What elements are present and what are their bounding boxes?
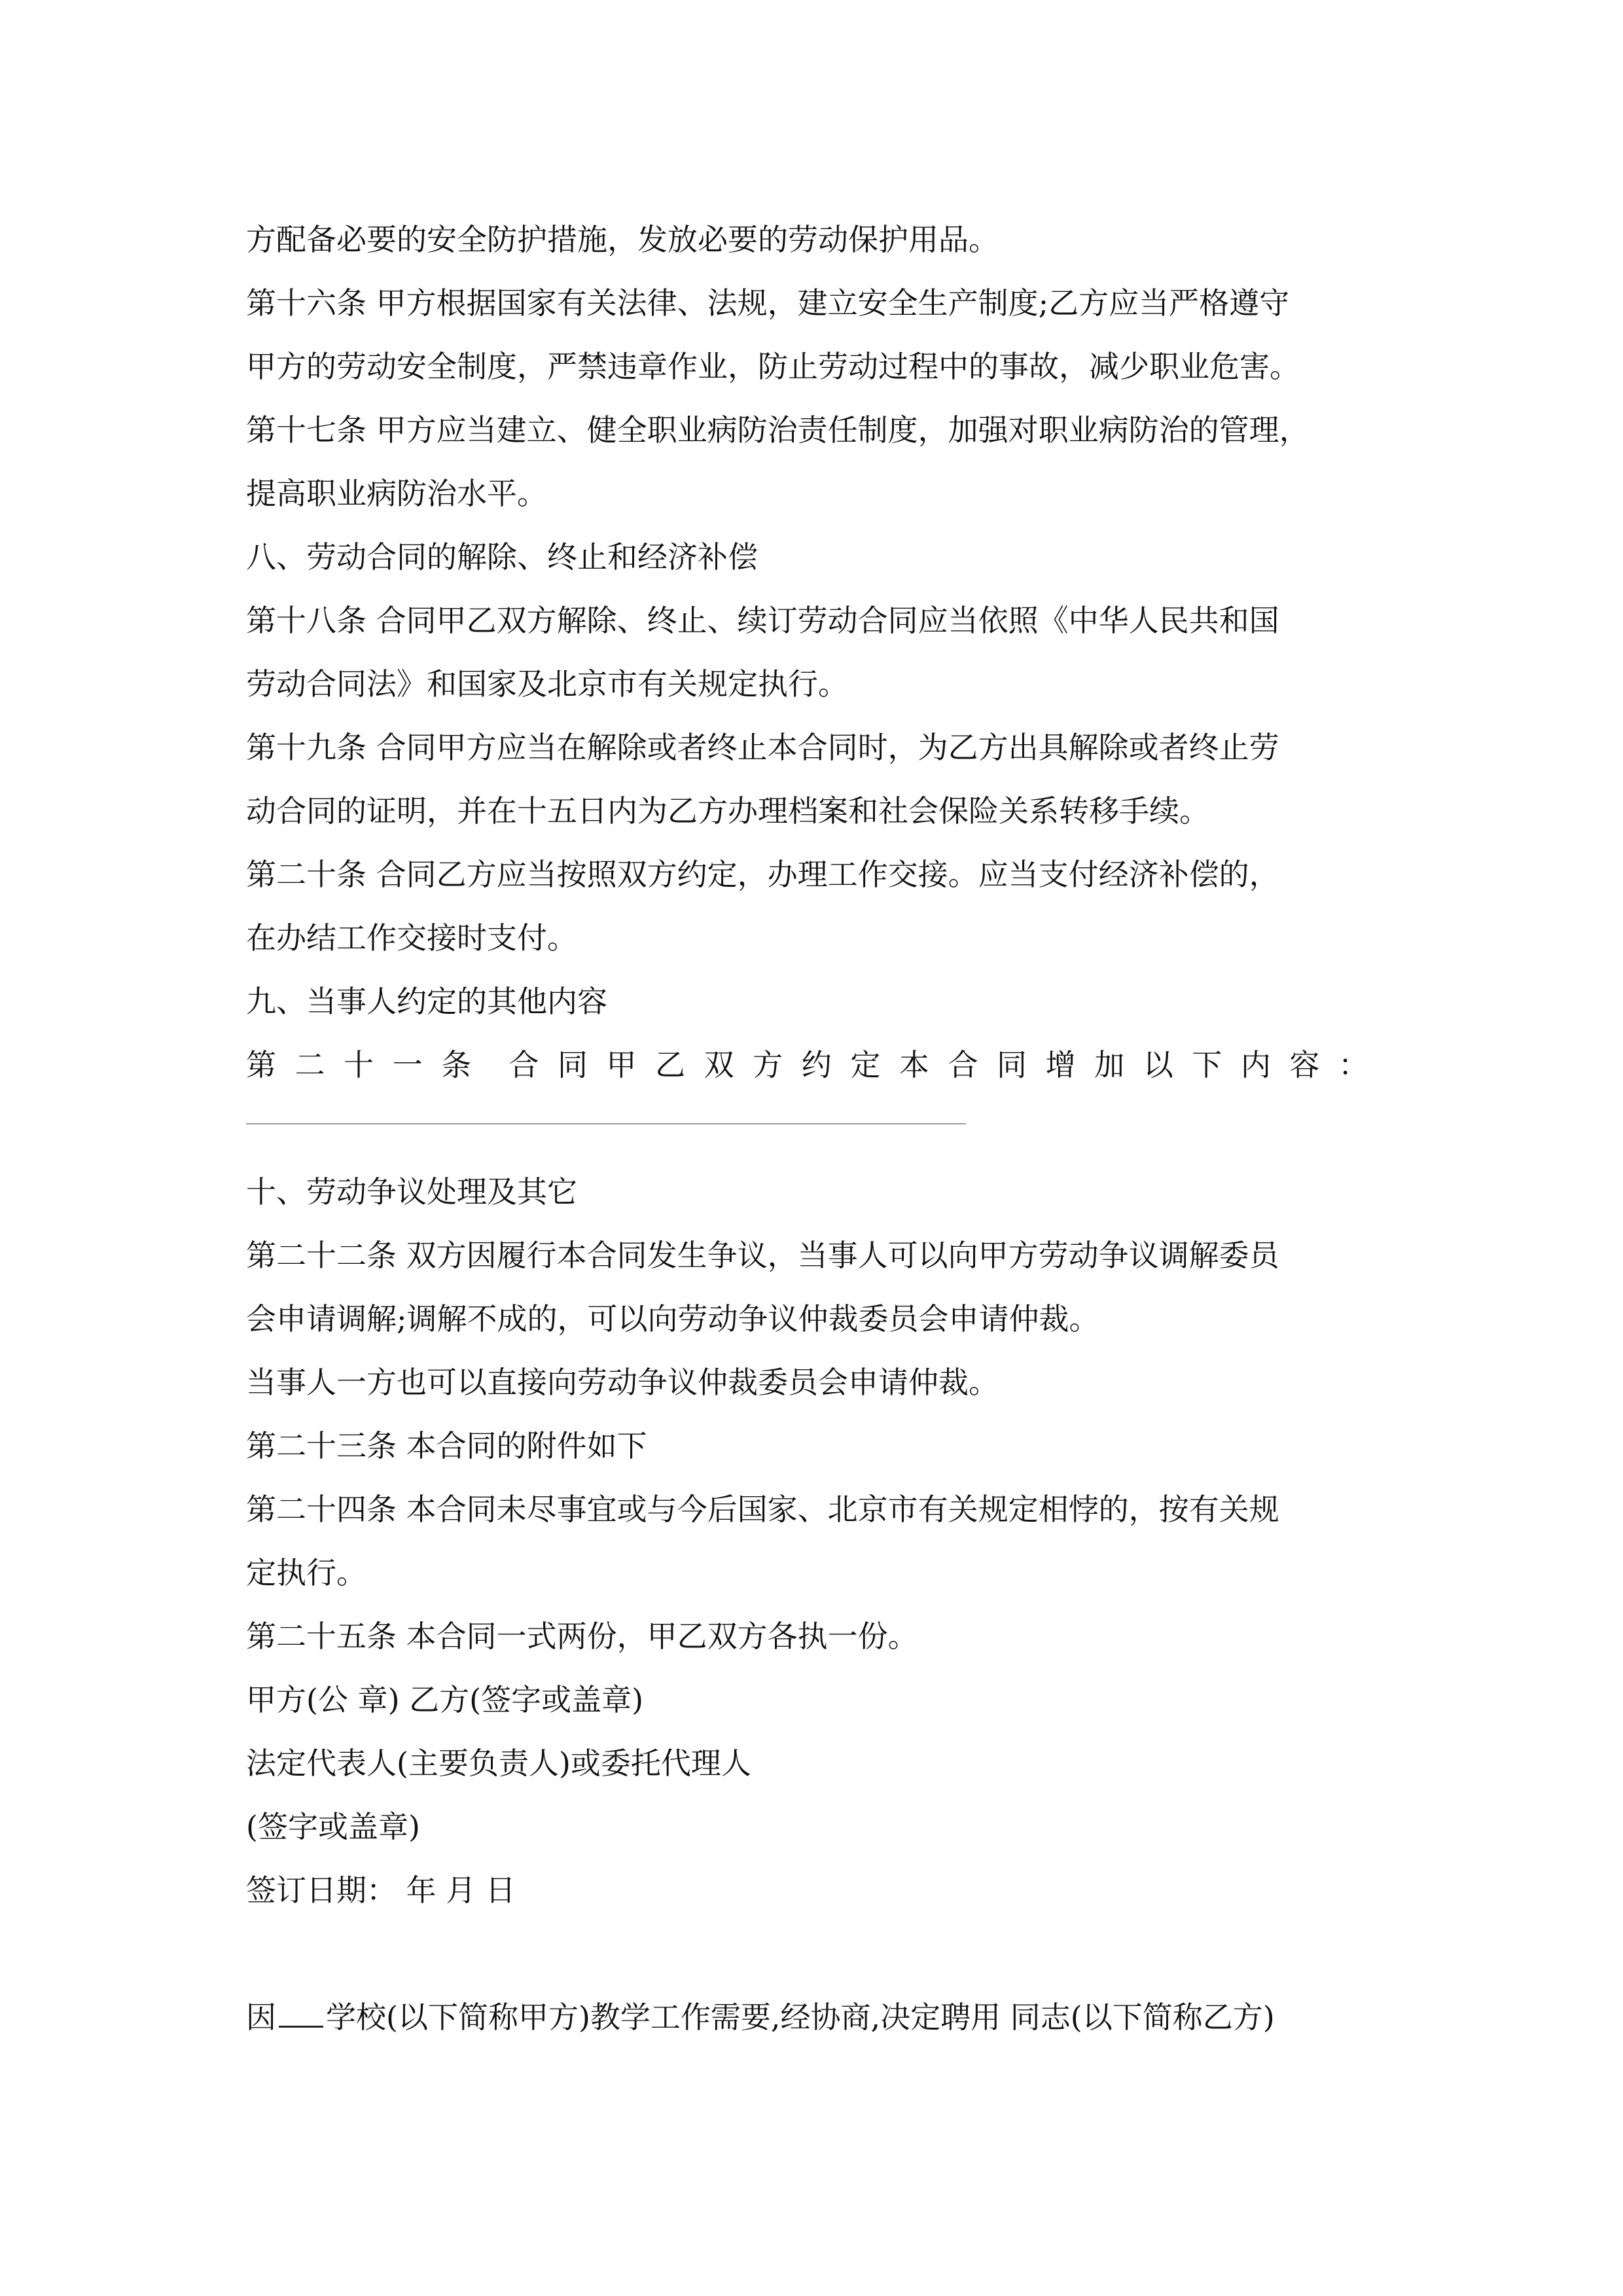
article-24-line-2: 定执行。 (246, 1555, 366, 1590)
article-25-line: 第二十五条 本合同一式两份，甲乙双方各执一份。 (246, 1619, 918, 1654)
article-17-line-1: 第十七条 甲方应当建立、健全职业病防治责任制度，加强对职业病防治的管理， (246, 412, 1310, 448)
contract-text (246, 208, 1385, 2049)
article-17-line-2: 提高职业病防治水平。 (246, 476, 547, 511)
article-18-line-2: 劳动合同法》和国家及北京市有关规定执行。 (246, 666, 848, 702)
paragraph-gap (246, 1922, 1385, 1986)
sign-or-seal-line: (签字或盖章) (246, 1809, 420, 1844)
article-20-line-1: 第二十条 合同乙方应当按照双方约定，办理工作交接。应当支付经济补偿的， (246, 857, 1279, 892)
article-16-line-2: 甲方的劳动安全制度，严禁违章作业，防止劳动过程中的事故，减少职业危害。 (246, 349, 1300, 384)
article-16-line-1: 第十六条 甲方根据国家有关法律、法规，建立安全生产制度;乙方应当严格遵守 (246, 285, 1290, 321)
section-10-heading: 十、劳动争议处理及其它 (246, 1174, 577, 1210)
article-19-line-1: 第十九条 合同甲方应当在解除或者终止本合同时，为乙方出具解除或者终止劳 (246, 730, 1279, 765)
legal-representative-line: 法定代表人(主要负责人)或委托代理人 (246, 1746, 751, 1781)
intro-suffix: 学校(以下简称甲方)教学工作需要,经协商,决定聘用 同志(以下简称乙方) (326, 2000, 1275, 2035)
section-8-heading: 八、劳动合同的解除、终止和经济补偿 (246, 539, 758, 575)
fill-in-blank-line (246, 1097, 1385, 1160)
article-19-line-2: 动合同的证明，并在十五日内为乙方办理档案和社会保险关系转移手续。 (246, 793, 1209, 829)
text-line: 方配备必要的安全防护措施，发放必要的劳动保护用品。 (246, 222, 999, 257)
article-22-line-1: 第二十二条 双方因履行本合同发生争议，当事人可以向甲方劳动争议调解委员 (246, 1238, 1279, 1273)
article-22-line-2: 会申请调解;调解不成的，可以向劳动争议仲裁委员会申请仲裁。 (246, 1301, 1099, 1336)
school-name-blank (279, 2002, 323, 2028)
signature-parties-line: 甲方(公 章) 乙方(签字或盖章) (246, 1682, 644, 1717)
next-contract-intro-line (246, 1986, 1385, 2049)
article-20-line-2: 在办结工作交接时支付。 (246, 920, 577, 956)
blank-rule (246, 1123, 966, 1124)
signing-date-line: 签订日期： 年 月 日 (246, 1873, 516, 1908)
article-22-line-3: 当事人一方也可以直接向劳动争议仲裁委员会申请仲裁。 (246, 1365, 999, 1400)
article-18-line-1: 第十八条 合同甲乙双方解除、终止、续订劳动合同应当依照《中华人民共和国 (246, 603, 1279, 638)
intro-prefix: 因 (246, 2000, 276, 2035)
article-21-line: 第 二 十 一 条 合 同 甲 乙 双 方 约 定 本 合 同 增 加 以 下 内 容 ： (246, 1047, 1368, 1083)
article-23-line: 第二十三条 本合同的附件如下 (246, 1428, 647, 1463)
article-24-line-1: 第二十四条 本合同未尽事宜或与今后国家、北京市有关规定相悖的，按有关规 (246, 1492, 1279, 1527)
section-9-heading: 九、当事人约定的其他内容 (246, 984, 607, 1019)
